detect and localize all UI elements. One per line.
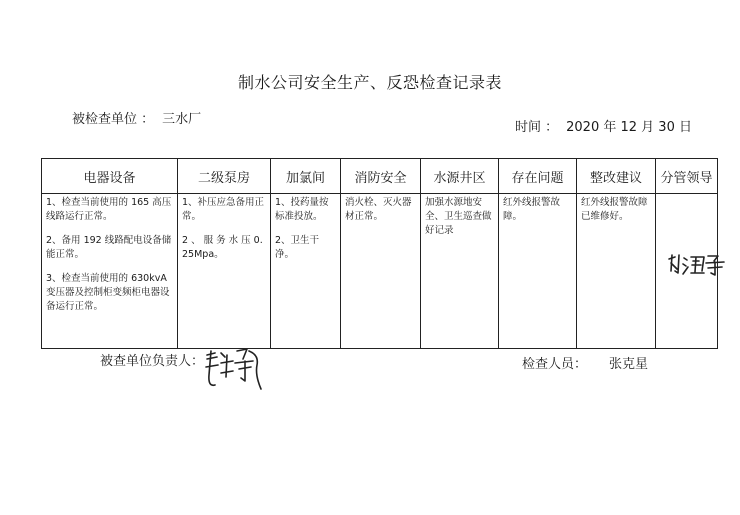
inspector-label: 检查人员： (522, 357, 588, 372)
header-pump-room: 二级泵房 (178, 159, 271, 194)
cell-problems (499, 194, 577, 349)
pump-room-item-2: 2 、 服 务 水 压 0.25Mpa。 (182, 235, 263, 260)
time-label: 时间 ： (515, 120, 559, 135)
cell-fire-safety (341, 194, 421, 349)
chlorine-item-1: 1、投药量按标准投放。 (275, 197, 329, 222)
cell-pump-room (178, 194, 271, 349)
cell-leader (656, 194, 718, 349)
responsible-signature (203, 345, 263, 393)
form-title: 制水公司安全生产、反恐检查记录表 (237, 73, 502, 92)
header-leader: 分管领导 (656, 159, 718, 194)
header-fire-safety: 消防安全 (341, 159, 421, 194)
water-source-item-1: 加强水源地安全、卫生巡查做好记录 (425, 197, 492, 236)
chlorine-item-2: 2、卫生干净。 (275, 235, 320, 260)
header-suggestions: 整改建议 (577, 159, 656, 194)
inspected-unit-value: 三水厂 (162, 112, 202, 127)
inspected-unit (72, 108, 201, 127)
fire-safety-item-1: 消火栓、灭火器材正常。 (345, 197, 412, 222)
cell-suggestions (577, 194, 656, 349)
pump-room-item-1: 1、补压应急备用正常。 (182, 197, 265, 222)
cell-chlorine-room (271, 194, 341, 349)
inspector-name: 张克星 (609, 357, 649, 372)
header-problems: 存在问题 (499, 159, 577, 194)
header-chlorine-room: 加氯间 (271, 159, 341, 194)
problems-item-1: 红外线报警故障。 (503, 197, 561, 222)
responsible-label: 被查单位负责人： (100, 354, 205, 369)
cell-electrical (42, 194, 178, 349)
header-water-source: 水源井区 (421, 159, 499, 194)
inspection-time (515, 116, 692, 135)
inspection-table (41, 158, 718, 349)
electrical-item-1: 1、检查当前使用的 165 高压线路运行正常。 (46, 197, 172, 222)
table-row (42, 194, 718, 349)
leader-signature (666, 249, 728, 279)
table-header-row (42, 159, 718, 194)
electrical-item-3: 3、检查当前使用的 630kvA 变压器及控制柜变频柜电器设备运行正常。 (46, 273, 170, 312)
header-electrical: 电器设备 (42, 159, 178, 194)
cell-water-source (421, 194, 499, 349)
suggestions-item-1: 红外线报警故障已维修好。 (581, 197, 648, 222)
inspected-unit-label: 被检查单位 ： (72, 112, 155, 127)
inspector (522, 353, 648, 372)
electrical-item-2: 2、备用 192 线路配电设备储能正常。 (46, 235, 172, 260)
time-value: 2020 年 12 月 30 日 (566, 120, 692, 135)
